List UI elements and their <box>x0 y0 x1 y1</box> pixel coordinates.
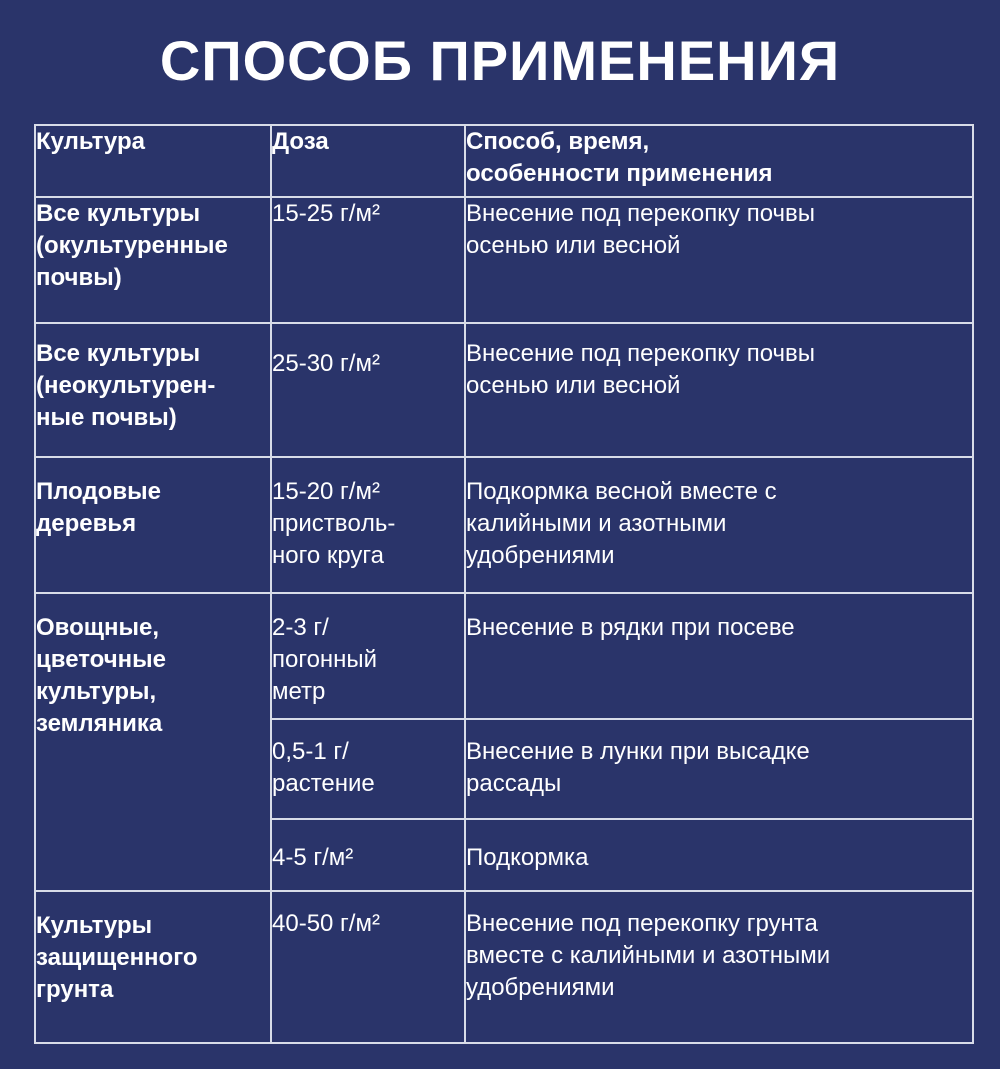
culture-cell: Все культуры (окультуренные почвы) <box>35 197 271 323</box>
header-culture: Культура <box>35 125 271 197</box>
method-cell: Подкормка <box>465 819 973 891</box>
table-row <box>35 323 973 457</box>
dose-cell: 40-50 г/м² <box>271 891 465 1043</box>
method-cell: Внесение под перекопку почвы осенью или весной <box>465 323 973 457</box>
dose-cell: 25-30 г/м² <box>271 323 465 457</box>
dose-cell: 2-3 г/ погонный метр <box>271 593 465 719</box>
method-cell: Внесение под перекопку почвы осенью или весной <box>465 197 973 323</box>
page-title: СПОСОБ ПРИМЕНЕНИЯ <box>159 29 841 92</box>
header-method: Способ, время, особенности применения <box>465 125 973 197</box>
table-row <box>35 457 973 593</box>
dose-cell: 4-5 г/м² <box>271 819 465 891</box>
table-row <box>35 197 973 323</box>
method-cell: Подкормка весной вместе с калийными и азотными удобрениями <box>465 457 973 593</box>
table-header-row <box>35 125 973 197</box>
application-table <box>34 124 974 1044</box>
method-cell: Внесение в рядки при посеве <box>465 593 973 719</box>
culture-cell: Культуры защищенного грунта <box>35 891 271 1043</box>
header-dose: Доза <box>271 125 465 197</box>
culture-cell: Плодовые деревья <box>35 457 271 593</box>
culture-cell: Овощные, цветочные культуры, земляника <box>35 593 271 891</box>
dose-cell: 15-25 г/м² <box>271 197 465 323</box>
dose-cell: 15-20 г/м² приствoль- ного круга <box>271 457 465 593</box>
table-row <box>35 891 973 1043</box>
table-row <box>35 593 973 719</box>
culture-cell: Все культуры (неокультурен- ные почвы) <box>35 323 271 457</box>
method-cell: Внесение в лунки при высадке рассады <box>465 719 973 819</box>
method-cell: Внесение под перекопку грунта вместе с калийными и азотными удобрениями <box>465 891 973 1043</box>
dose-cell: 0,5-1 г/ растение <box>271 719 465 819</box>
